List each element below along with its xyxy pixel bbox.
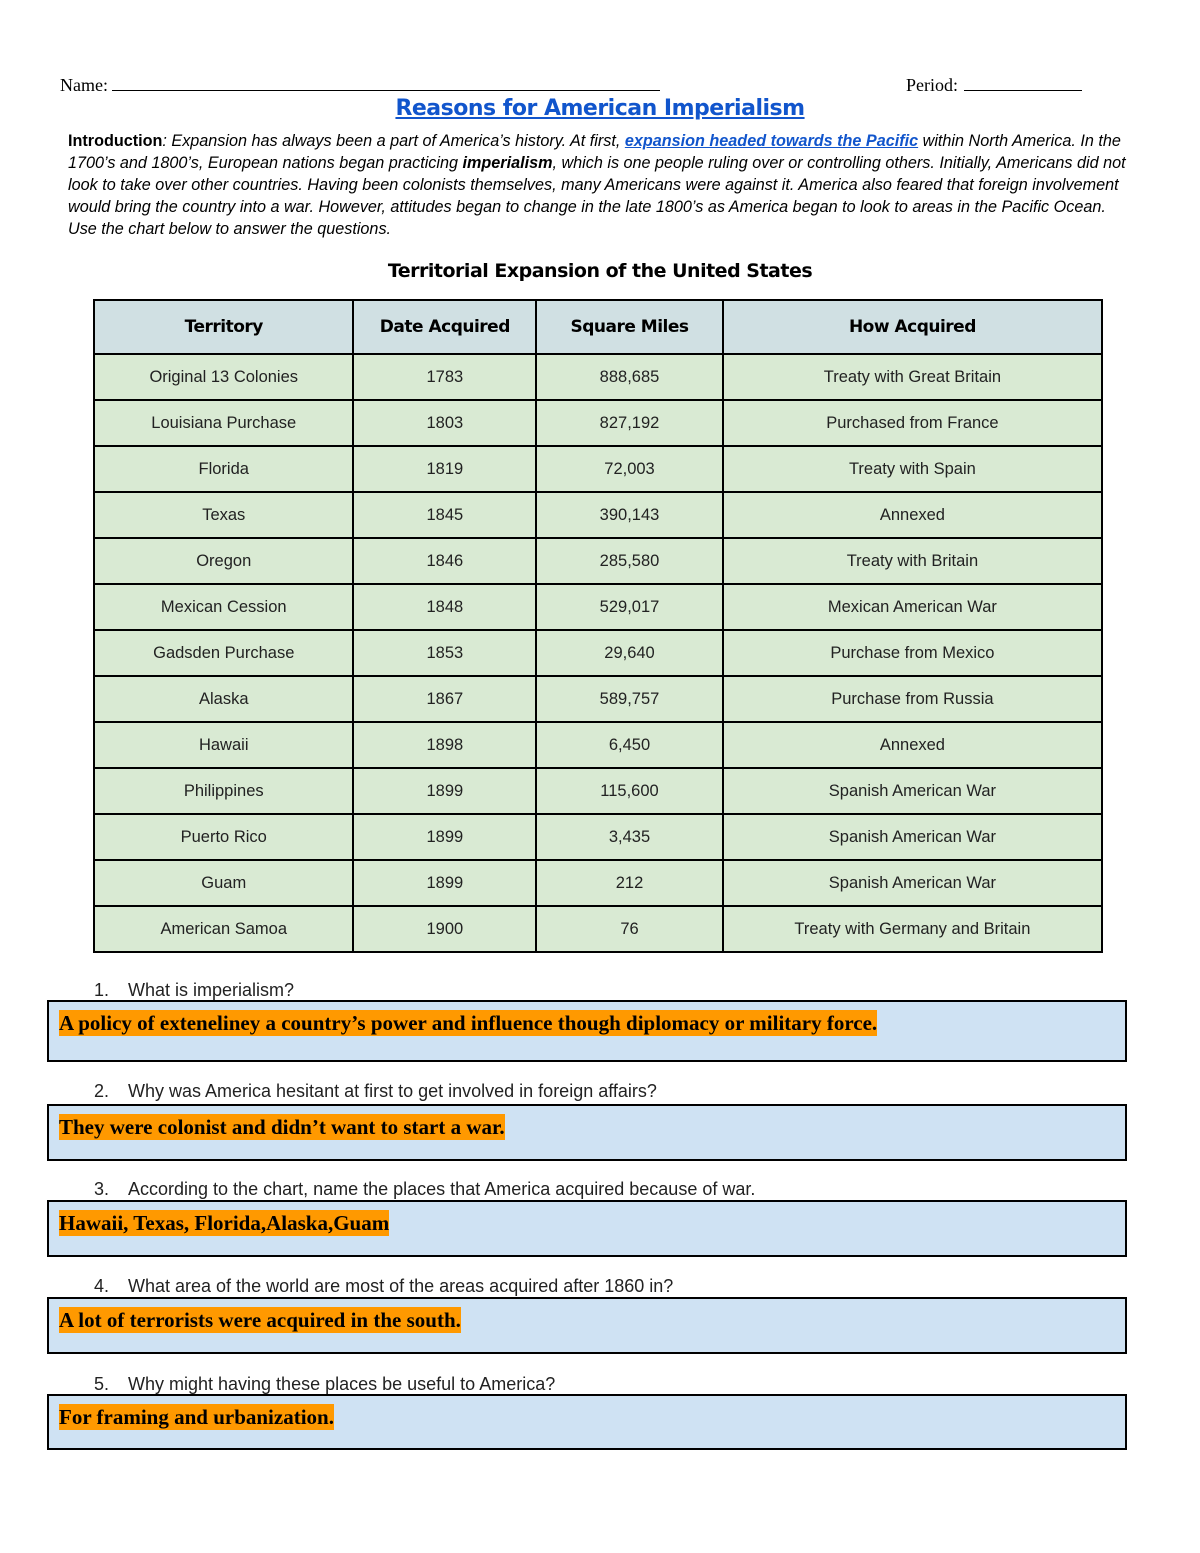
cell-how-acquired: Mexican American War: [723, 584, 1102, 630]
question-number: 3.: [94, 1179, 110, 1199]
question-2: [94, 1081, 657, 1102]
question-text: Why was America hesitant at first to get involved in foreign affairs?: [128, 1081, 657, 1101]
table-row: [94, 354, 1102, 400]
period-label: Period:: [906, 75, 958, 95]
cell-how-acquired: Treaty with Britain: [723, 538, 1102, 584]
name-label: Name:: [60, 75, 108, 95]
cell-how-acquired: Purchase from Russia: [723, 676, 1102, 722]
page-title-text: Reasons for American Imperialism: [395, 96, 805, 121]
table-row: [94, 400, 1102, 446]
cell-how-acquired: Purchased from France: [723, 400, 1102, 446]
cell-square-miles: 29,640: [536, 630, 723, 676]
cell-territory: Guam: [94, 860, 353, 906]
cell-how-acquired: Spanish American War: [723, 768, 1102, 814]
header-date-acquired: Date Acquired: [353, 300, 536, 354]
cell-territory: Puerto Rico: [94, 814, 353, 860]
table-row: [94, 814, 1102, 860]
cell-date: 1853: [353, 630, 536, 676]
question-text: What is imperialism?: [128, 980, 295, 1000]
answer-box-5[interactable]: [47, 1394, 1127, 1450]
answer-box-4[interactable]: [47, 1297, 1127, 1354]
intro-text-1: : Expansion has always been a part of America’s history. At first,: [162, 132, 625, 150]
cell-square-miles: 72,003: [536, 446, 723, 492]
question-1: [94, 980, 294, 1001]
answer-text: A lot of terrorists were acquired in the south.: [59, 1308, 461, 1332]
cell-territory: Florida: [94, 446, 353, 492]
cell-territory: Original 13 Colonies: [94, 354, 353, 400]
cell-date: 1819: [353, 446, 536, 492]
cell-date: 1899: [353, 814, 536, 860]
page-title: [0, 96, 1200, 121]
period-field: [906, 74, 1082, 96]
question-number: 1.: [94, 980, 110, 1000]
intro-text-3: , which is one people ruling over or controlling others. Initially, Americans did not look to take over other countries. Having been colonists themselves, many Americans were against it. America also feared that foreign involvement would bring the country into a war. However, attitudes began to change in the late 1800’s as America began to look to areas in the Pacific Ocean. Use the chart below to answer the questions.: [68, 154, 1126, 238]
answer-text: A policy of exteneliney a country’s power and influence though diplomacy or military force.: [59, 1011, 878, 1035]
table-row: [94, 538, 1102, 584]
cell-territory: Texas: [94, 492, 353, 538]
table-row: [94, 630, 1102, 676]
table-row: [94, 446, 1102, 492]
cell-how-acquired: Treaty with Great Britain: [723, 354, 1102, 400]
intro-link[interactable]: expansion headed towards the Pacific: [624, 132, 919, 150]
cell-square-miles: 3,435: [536, 814, 723, 860]
header-square-miles: Square Miles: [536, 300, 723, 354]
name-blank-line[interactable]: [112, 74, 660, 91]
cell-square-miles: 390,143: [536, 492, 723, 538]
cell-how-acquired: Spanish American War: [723, 860, 1102, 906]
intro-keyword: imperialism: [462, 154, 553, 172]
question-4: [94, 1276, 673, 1297]
cell-territory: Oregon: [94, 538, 353, 584]
table-row: [94, 584, 1102, 630]
table-header-row: [94, 300, 1102, 354]
cell-how-acquired: Spanish American War: [723, 814, 1102, 860]
table-row: [94, 492, 1102, 538]
cell-how-acquired: Annexed: [723, 492, 1102, 538]
cell-square-miles: 888,685: [536, 354, 723, 400]
cell-square-miles: 6,450: [536, 722, 723, 768]
cell-how-acquired: Treaty with Germany and Britain: [723, 906, 1102, 952]
header-how-acquired: How Acquired: [723, 300, 1102, 354]
cell-territory: Mexican Cession: [94, 584, 353, 630]
cell-territory: Louisiana Purchase: [94, 400, 353, 446]
answer-box-1[interactable]: [47, 1000, 1127, 1062]
cell-territory: Philippines: [94, 768, 353, 814]
table-title: Territorial Expansion of the United States: [387, 260, 813, 282]
period-blank-line[interactable]: [964, 74, 1082, 91]
cell-square-miles: 212: [536, 860, 723, 906]
cell-territory: Gadsden Purchase: [94, 630, 353, 676]
question-text: What area of the world are most of the areas acquired after 1860 in?: [128, 1276, 674, 1296]
cell-date: 1867: [353, 676, 536, 722]
answer-box-3[interactable]: [47, 1200, 1127, 1257]
name-field: [60, 74, 660, 96]
question-number: 2.: [94, 1081, 110, 1101]
table-row: [94, 722, 1102, 768]
question-5: [94, 1374, 555, 1395]
answer-text: They were colonist and didn’t want to start a war.: [59, 1115, 505, 1139]
cell-territory: American Samoa: [94, 906, 353, 952]
cell-date: 1783: [353, 354, 536, 400]
cell-date: 1900: [353, 906, 536, 952]
intro-text-2: within North America. In the 1700’s and 1800’s, European nations began practicing: [68, 132, 1121, 172]
cell-how-acquired: Treaty with Spain: [723, 446, 1102, 492]
answer-text: Hawaii, Texas, Florida,Alaska,Guam: [59, 1211, 390, 1235]
cell-square-miles: 115,600: [536, 768, 723, 814]
cell-date: 1898: [353, 722, 536, 768]
table-row: [94, 906, 1102, 952]
cell-date: 1845: [353, 492, 536, 538]
cell-square-miles: 827,192: [536, 400, 723, 446]
question-text: According to the chart, name the places that America acquired because of war.: [128, 1179, 756, 1199]
cell-date: 1899: [353, 768, 536, 814]
intro-lead: Introduction: [68, 132, 163, 150]
cell-territory: Alaska: [94, 676, 353, 722]
introduction-paragraph: [68, 130, 1128, 240]
cell-how-acquired: Annexed: [723, 722, 1102, 768]
cell-date: 1803: [353, 400, 536, 446]
territory-table: [93, 299, 1103, 953]
question-3: [94, 1179, 755, 1200]
question-number: 4.: [94, 1276, 110, 1296]
cell-date: 1899: [353, 860, 536, 906]
cell-square-miles: 529,017: [536, 584, 723, 630]
cell-territory: Hawaii: [94, 722, 353, 768]
cell-date: 1846: [353, 538, 536, 584]
question-text: Why might having these places be useful to America?: [128, 1374, 556, 1394]
question-number: 5.: [94, 1374, 110, 1394]
cell-how-acquired: Purchase from Mexico: [723, 630, 1102, 676]
answer-box-2[interactable]: [47, 1104, 1127, 1161]
table-row: [94, 768, 1102, 814]
cell-square-miles: 76: [536, 906, 723, 952]
table-row: [94, 676, 1102, 722]
cell-square-miles: 589,757: [536, 676, 723, 722]
table-row: [94, 860, 1102, 906]
header-territory: Territory: [94, 300, 353, 354]
cell-square-miles: 285,580: [536, 538, 723, 584]
answer-text: For framing and urbanization.: [59, 1405, 334, 1429]
cell-date: 1848: [353, 584, 536, 630]
